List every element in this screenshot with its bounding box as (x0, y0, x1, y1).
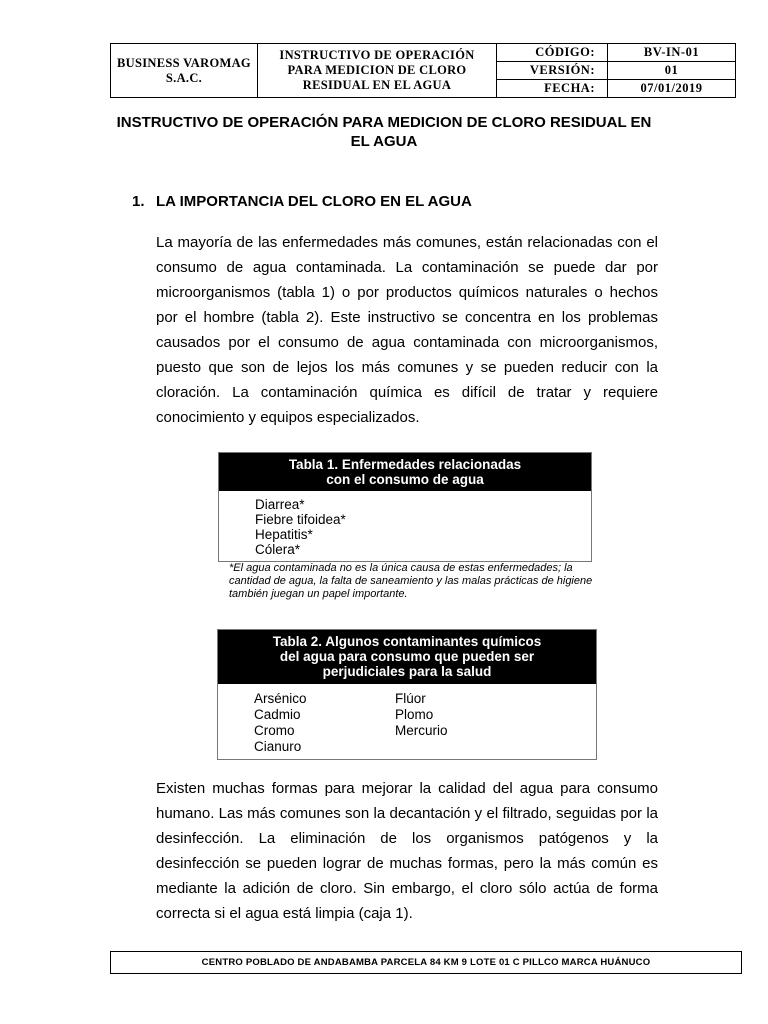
table-1-title-line-2: con el consumo de agua (326, 472, 484, 487)
section-number: 1. (132, 193, 145, 210)
table-2-title (218, 630, 596, 684)
table-2-column-2 (395, 691, 448, 739)
list-item: Cromo (254, 723, 295, 738)
paragraph-1: La mayoría de las enfermedades más comunes, están relacionadas con el consumo de agua contaminada. La contaminación se puede dar por microorganismos (tabla 1) o por productos químicos naturales o hechos por el hombre (tabla 2). Este instructivo se concentra en los problemas causados por el consumo de agua contaminada con microorganismos, puesto que son de lejos los más comunes y se pueden reducir con la cloración. La contaminación química es difícil de tratar y requiere conocimiento y equipos especializados. (156, 234, 658, 426)
list-item: Cianuro (254, 739, 302, 754)
list-item: Arsénico (254, 691, 307, 706)
code-value: BV-IN-01 (608, 44, 735, 62)
table-1 (218, 452, 592, 562)
list-item: Plomo (395, 707, 434, 722)
page-footer: CENTRO POBLADO DE ANDABAMBA PARCELA 84 KM 9 LOTE 01 C PILLCO MARCA HUÁNUCO (110, 951, 742, 974)
table-2-title-line-2: del agua para consumo que pueden ser (279, 649, 535, 664)
code-label: CÓDIGO: (497, 44, 608, 62)
date-label: FECHA: (497, 80, 608, 97)
company-name: BUSINESS VAROMAG S.A.C. (111, 44, 258, 97)
table-1-note: *El agua contaminada no es la única causa de estas enfermedades; la cantidad de agua, la falta de saneamiento y las malas prácticas de higiene también juegan un papel importante. (229, 562, 593, 600)
list-item: Diarrea* (255, 497, 305, 512)
document-header (110, 43, 736, 98)
table-1-items (255, 497, 346, 557)
table-2-title-line-3: perjudiciales para la salud (322, 664, 492, 679)
section-heading (132, 193, 472, 210)
list-item: Hepatitis* (255, 527, 313, 542)
table-2-column-1 (254, 691, 307, 755)
list-item: Mercurio (395, 723, 448, 738)
paragraph-2: Existen muchas formas para mejorar la calidad del agua para consumo humano. Las más comunes son la decantación y el filtrado, seguidas por la desinfección. La eliminación de los organismos patógenos y la desinfección se pueden lograr de muchas formas, pero la más común es mediante la adición de cloro. Sin embargo, el cloro sólo actúa de forma correcta si el agua está limpia (caja 1). (156, 780, 658, 922)
table-2-title-line-1: Tabla 2. Algunos contaminantes químicos (272, 634, 542, 649)
list-item: Cólera* (255, 542, 301, 557)
table-1-title (219, 453, 591, 491)
list-item: Cadmio (254, 707, 301, 722)
section-heading-text: LA IMPORTANCIA DEL CLORO EN EL AGUA (156, 193, 472, 210)
version-value: 01 (608, 62, 735, 80)
list-item: Flúor (395, 691, 426, 706)
page-title: INSTRUCTIVO DE OPERACIÓN PARA MEDICION DE CLORO RESIDUAL EN EL AGUA (116, 114, 652, 150)
table-2 (217, 629, 597, 760)
version-label: VERSIÓN: (497, 62, 608, 80)
header-doc-title: INSTRUCTIVO DE OPERACIÓN PARA MEDICION DE CLORO RESIDUAL EN EL AGUA (258, 44, 497, 97)
table-1-title-line-1: Tabla 1. Enfermedades relacionadas (288, 457, 522, 472)
date-value: 07/01/2019 (640, 81, 703, 95)
list-item: Fiebre tifoidea* (255, 512, 346, 527)
